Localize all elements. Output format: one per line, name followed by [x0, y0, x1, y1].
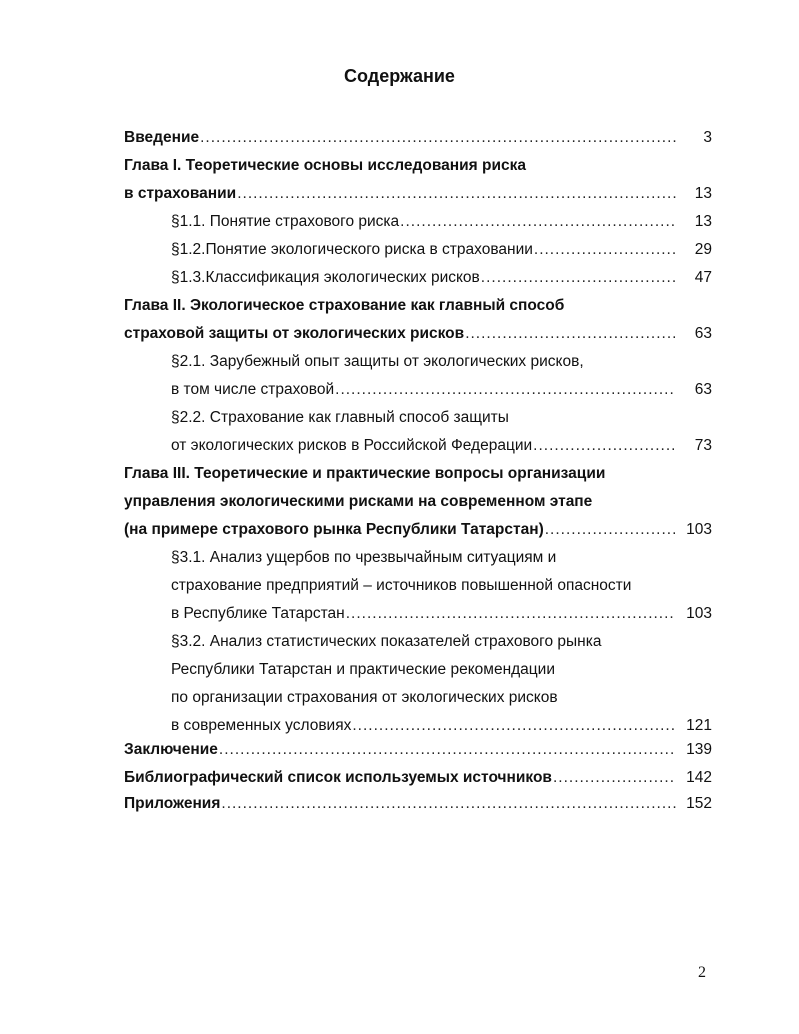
- toc-section-2-1-cont[interactable]: в том числе страховой .....: [171, 376, 679, 404]
- toc-section-3-2-cont[interactable]: по организации страхования от экологических рисков: [171, 689, 558, 706]
- dot-leader: [533, 432, 676, 460]
- toc-section-1-1[interactable]: §1.1. Понятие страхового риска .....: [171, 208, 679, 236]
- toc-page-number: 73: [694, 437, 712, 454]
- toc-page-number: 13: [694, 185, 712, 202]
- dot-leader: [400, 208, 676, 236]
- dot-leader: [481, 264, 676, 292]
- toc-section-2-2[interactable]: §2.2. Страхование как главный способ защиты: [171, 409, 509, 426]
- toc-section-3-2[interactable]: §3.2. Анализ статистических показателей страхового рынка: [171, 633, 602, 650]
- dot-leader: [545, 516, 676, 544]
- dot-leader: [346, 600, 676, 628]
- toc-chapter-1-heading[interactable]: Глава I. Теоретические основы исследования риска: [124, 157, 526, 174]
- toc-entry-appendices[interactable]: Приложения .....: [124, 790, 679, 818]
- toc-page-number: 29: [694, 241, 712, 258]
- toc-section-2-1[interactable]: §2.1. Зарубежный опыт защиты от экологических рисков,: [171, 353, 584, 370]
- toc-section-2-2-cont[interactable]: от экологических рисков в Российской Федерации .....: [171, 432, 679, 460]
- toc-entry-conclusion[interactable]: Заключение .....: [124, 736, 679, 764]
- dot-leader: [200, 124, 676, 152]
- toc-section-3-2-cont[interactable]: Республики Татарстан и практические рекомендации: [171, 661, 555, 678]
- toc-entry-introduction[interactable]: Введение .....: [124, 124, 679, 152]
- toc-section-3-1-cont[interactable]: в Республике Татарстан .....: [171, 600, 679, 628]
- toc-section-3-1-cont[interactable]: страхование предприятий – источников повышенной опасности: [171, 577, 632, 594]
- toc-chapter-3-heading[interactable]: Глава III. Теоретические и практические вопросы организации: [124, 465, 606, 482]
- toc-entry-bibliography[interactable]: Библиографический список используемых источников .....: [124, 764, 679, 792]
- dot-leader: [219, 736, 676, 764]
- toc-page-number: 3: [703, 129, 712, 146]
- toc-page-number: 152: [686, 795, 712, 812]
- toc-page-number: 63: [694, 381, 712, 398]
- toc-section-3-1[interactable]: §3.1. Анализ ущербов по чрезвычайным ситуациям и: [171, 549, 557, 566]
- dot-leader: [335, 376, 676, 404]
- page-number: 2: [698, 964, 706, 981]
- toc-page-number: 13: [694, 213, 712, 230]
- dot-leader: [221, 790, 676, 818]
- toc-chapter-2-heading-cont[interactable]: страховой защиты от экологических рисков .....: [124, 320, 679, 348]
- toc-page-number: 121: [686, 717, 712, 734]
- toc-section-3-2-cont[interactable]: в современных условиях .....: [171, 712, 679, 740]
- dot-leader: [465, 320, 676, 348]
- toc-page-number: 142: [686, 769, 712, 786]
- toc-page-number: 63: [694, 325, 712, 342]
- toc-section-1-3[interactable]: §1.3.Классификация экологических рисков .....: [171, 264, 679, 292]
- dot-leader: [534, 236, 676, 264]
- toc-chapter-3-heading-cont[interactable]: управления экологическими рисками на современном этапе: [124, 493, 593, 510]
- toc-chapter-3-heading-cont[interactable]: (на примере страхового рынка Республики Татарстан) .....: [124, 516, 679, 544]
- toc-chapter-2-heading[interactable]: Глава II. Экологическое страхование как главный способ: [124, 297, 565, 314]
- toc-section-1-2[interactable]: §1.2.Понятие экологического риска в страховании .....: [171, 236, 679, 264]
- toc-page-number: 47: [694, 269, 712, 286]
- toc-page-number: 103: [686, 521, 712, 538]
- toc-chapter-1-heading-cont[interactable]: в страховании .....: [124, 180, 679, 208]
- dot-leader: [553, 764, 676, 792]
- document-title: Содержание: [344, 66, 455, 86]
- toc-page-number: 103: [686, 605, 712, 622]
- toc-page-number: 139: [686, 741, 712, 758]
- dot-leader: [237, 180, 676, 208]
